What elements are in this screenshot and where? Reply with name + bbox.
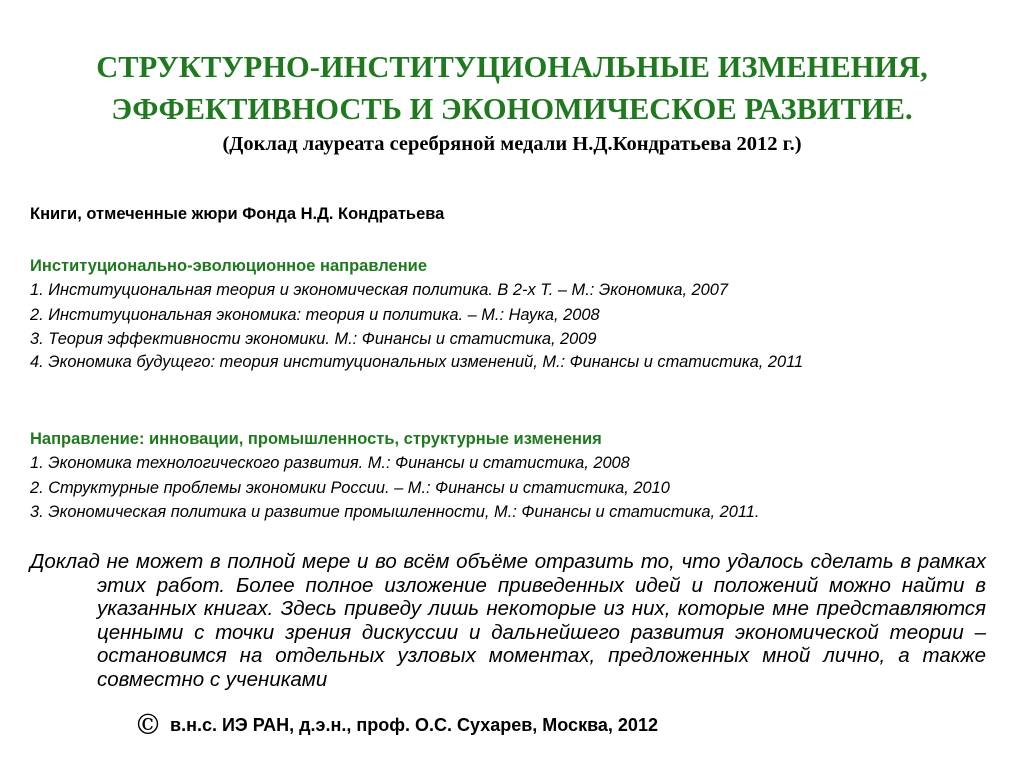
books-block xyxy=(30,202,988,226)
copyright-icon: © xyxy=(134,708,162,741)
section2-item-2: 2. Структурные проблемы экономики России. – М.: Финансы и статистика, 2010 xyxy=(30,478,670,497)
section1-item-3: 3. Теория эффективности экономики. М.: Финансы и статистика, 2009 xyxy=(30,330,597,348)
section2-item-1: 1. Экономика технологического развития. М.: Финансы и статистика, 2008 xyxy=(30,454,630,472)
section1-item-4: 4. Экономика будущего: теория институциональных изменений, М.: Финансы и статистика, 2011 xyxy=(30,352,804,371)
section2-heading: Направление: инновации, промышленность, структурные изменения xyxy=(30,430,602,448)
subtitle: (Доклад лауреата серебряной медали Н.Д.Кондратьева 2012 г.) xyxy=(222,133,802,155)
footer-author: в.н.с. ИЭ РАН, д.э.н., проф. О.С. Сухарев, Москва, 2012 xyxy=(170,715,658,735)
section1-item-2: 2. Институциональная экономика: теория и политика. – М.: Наука, 2008 xyxy=(30,305,600,324)
section-institutional xyxy=(30,254,988,373)
section2-item-3: 3. Экономическая политика и развитие промышленности, М.: Финансы и статистика, 2011. xyxy=(30,503,760,521)
title-line-1: СТРУКТУРНО-ИНСТИТУЦИОНАЛЬНЫЕ ИЗМЕНЕНИЯ, xyxy=(96,50,928,84)
section-innovation xyxy=(30,427,988,525)
section1-heading: Институционально-эволюционное направление xyxy=(30,257,427,275)
slide-title xyxy=(0,46,1024,130)
title-line-2: ЭФФЕКТИВНОСТЬ И ЭКОНОМИЧЕСКОЕ РАЗВИТИЕ. xyxy=(111,92,913,126)
books-heading: Книги, отмеченные жюри Фонда Н.Д. Кондратьева xyxy=(30,205,445,223)
section1-item-1: 1. Институциональная теория и экономическая политика. В 2-х Т. – М.: Экономика, 2007 xyxy=(30,281,729,299)
report-note: Доклад не может в полной мере и во всём объёме отразить то, что удалось сделать в рамках этих работ. Более полное изложение приведенных идей и положений можно найти в указанных книгах. Здесь приведу лишь некоторые из них, которые мне представляются ценными с точки зрения дискуссии и дальнейшего развития экономической теории – остановимся на отдельных узловых моментах, предложенных мной лично, а также совместно с учениками xyxy=(30,550,986,691)
footer xyxy=(134,708,658,741)
